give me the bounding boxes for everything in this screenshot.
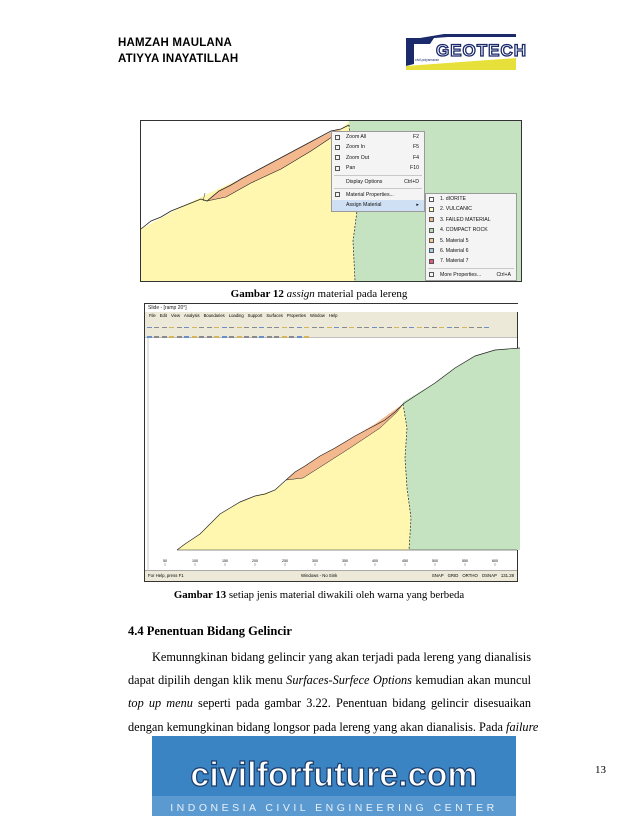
menu-surfaces[interactable]: Surfaces [266,313,283,318]
svg-text:GEOTECH: GEOTECH [436,41,528,60]
menu-pan[interactable]: Pan F10 [332,163,424,173]
pan-icon [335,166,340,171]
menu-properties[interactable]: Properties [286,313,306,318]
x-tick-label: 250 [282,559,288,563]
x-tick-label: 50 [163,559,167,563]
submenu-item[interactable]: 7. Material 7 [426,256,516,266]
submenu-item[interactable]: 4. COMPACT ROCK [426,225,516,235]
menu-zoom-in[interactable]: Zoom In F5 [332,142,424,152]
material-swatch [429,207,434,212]
material-swatch [429,228,434,233]
x-tick-label: 500 [432,559,438,563]
context-menu [331,131,425,212]
submenu-item[interactable]: 5. Material 5 [426,236,516,246]
menu-file[interactable]: File [149,313,156,318]
civilforfuture-banner [152,736,516,816]
status-indicator[interactable]: ORTHO [462,573,478,578]
submenu-item[interactable]: 1. dIORITE [426,194,516,204]
x-tick-label: 200 [252,559,258,563]
menu-view[interactable]: View [170,313,180,318]
x-tick-label: 600 [492,559,498,563]
author-1: HAMZAH MAULANA [118,37,232,49]
menu-help[interactable]: Help [328,313,338,318]
status-indicator[interactable]: GRID [447,573,459,578]
menu-loading[interactable]: Loading [228,313,244,318]
zoom-in-icon [335,145,340,150]
x-tick-label: 100 [192,559,198,563]
statusbar [145,570,517,581]
material-icon [335,192,340,197]
caption-figure-12: Gambar 12 assign material pada lereng [230,288,408,300]
zoom-all-icon [335,135,340,140]
page-number: 13 [595,764,606,776]
submenu-more-properties[interactable]: More Properties... Ctrl+A [426,270,516,280]
status-help: For Help, press F1 [148,573,184,578]
menu-boundaries[interactable]: Boundaries [203,313,225,318]
status-mid: Windows - No Sink [301,573,338,578]
paragraph-line: Kemunngkinan bidang gelincir yang akan terjadi pada lereng yang dianalisis [152,650,531,664]
material-swatch [429,238,434,243]
x-axis [163,559,498,566]
submenu-item[interactable]: 2. VULCANIC [426,204,516,214]
status-indicator[interactable]: SNAP [431,573,444,578]
submenu-arrow-icon: ▸ [416,202,419,209]
x-tick-label: 550 [462,559,468,563]
svg-text:INDONESIA CIVIL ENGINEERING CE: INDONESIA CIVIL ENGINEERING CENTER [170,802,498,814]
x-tick-label: 150 [222,559,228,563]
submenu-item[interactable]: 3. FAILED MATERIAL [426,215,516,225]
material-swatch [429,217,434,222]
assign-material-submenu [425,193,517,281]
menu-support[interactable]: Support [247,313,263,318]
x-tick-label: 300 [312,559,318,563]
x-tick-label: 350 [342,559,348,563]
paragraph-line: dapat dipilih dengan klik menu Surfaces-Surfece Options kemudian akan muncul [128,673,532,688]
drawing-area [145,338,517,570]
submenu-item[interactable]: 6. Material 6 [426,246,516,256]
menu-zoom-all[interactable]: Zoom All F2 [332,132,424,142]
material-swatch [429,248,434,253]
figure-12 [140,120,522,282]
geotech-logo [404,34,528,70]
menu-material-properties[interactable]: Material Properties... [332,190,424,200]
caption-figure-13: Gambar 13 setiap jenis material diwakili oleh warna yang berbeda [173,589,465,601]
x-tick-label: 400 [372,559,378,563]
toolbar-2 [145,328,517,338]
properties-icon [429,272,434,277]
paragraph-line: dengan kemungkinan bidang longsor pada lereng yang akan dianalisis. Pada failure [128,719,539,734]
menu-assign-material[interactable]: Assign Material ▸ [332,200,424,210]
zoom-out-icon [335,155,340,160]
status-indicator[interactable]: 131.28 [500,573,514,578]
material-swatch [429,197,434,202]
menu-window[interactable]: Window [309,313,325,318]
section-paragraph [128,646,539,739]
figure-13 [144,303,518,582]
svg-text:civil.polysmaran: civil.polysmaran [415,58,440,62]
menu-edit[interactable]: Edit [159,313,167,318]
menu-display-options[interactable]: Display Options Ctrl+D [346,178,419,185]
x-tick-label: 450 [402,559,408,563]
status-indicator[interactable]: OSNAP [481,573,497,578]
svg-text:civilforfuture.com: civilforfuture.com [190,756,478,794]
menu-analysis[interactable]: Analysis [183,313,200,318]
author-2: ATIYYA INAYATILLAH [118,53,239,65]
slope-model-13 [145,338,517,570]
paragraph-line: top up menu seperti pada gambar 3.22. Penentuan bidang gelincir disesuaikan [128,696,532,711]
status-indicators [428,571,514,581]
material-swatch [429,259,434,264]
window-titlebar: Slide - [ramp 20°] [145,304,520,312]
section-title: 4.4 Penentuan Bidang Gelincir [128,624,292,638]
menu-zoom-out[interactable]: Zoom Out F4 [332,153,424,163]
